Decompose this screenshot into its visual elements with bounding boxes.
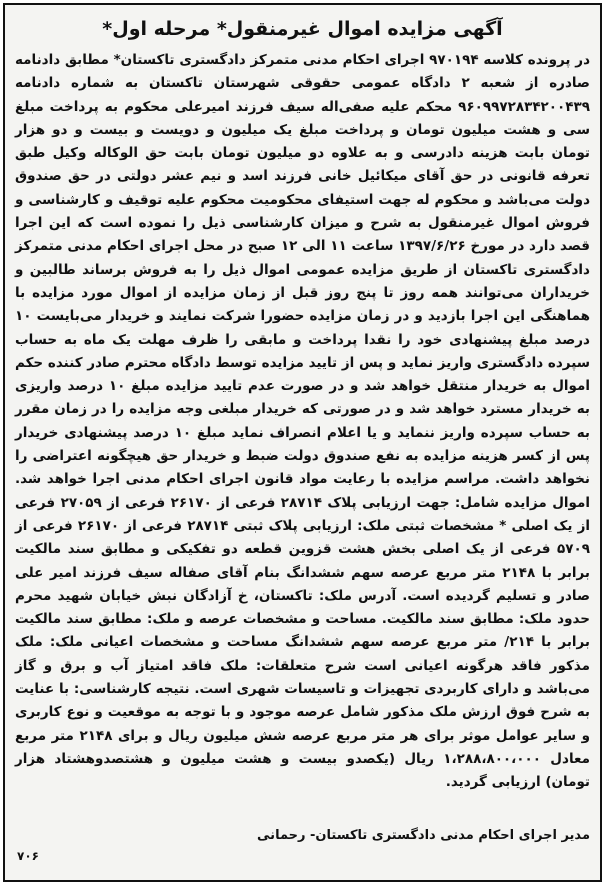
notice-signature: مدیر اجرای احکام مدنی دادگستری تاکستان- رحمانی <box>257 828 590 843</box>
notice-code: ۷۰۶ <box>17 849 39 863</box>
auction-notice <box>3 3 602 882</box>
notice-body: در پرونده کلاسه ۹۷۰۱۹۴ اجرای احکام مدنی متمرکز دادگستری تاکستان* مطابق دادنامه صادره از شعبه ۲ دادگاه عمومی حقوقی شهرستان تاکستان به شماره دادنامه ۹۶۰۹۹۷۲۸۳۴۲۰۰۴۳۹ محکم علیه صفی‌اله سیف فرزند امیرعلی محکوم به پرداخت مبلغ سی و هشت میلیون تومان و پرداخت مبلغ یک میلیون و دویست و بیست و دو هزار تومان بابت هزینه دادرسی و به علاوه دو میلیون تومان بابت حق الوکاله وکیل طبق تعرفه قانونی در حق آقای میکائیل خانی فرزند اسد و نیم عشر دولتی در حق صندوق دولت می‌باشد و محکوم له جهت استیفای محکومیت محکوم علیه توقیف و کارشناسی و فروش اموال غیرمنقول به شرح و میزان کارشناسی ذیل را نموده است که این اجرا قصد دارد در مورخ ۱۳۹۷/۶/۲۶ ساعت ۱۱ الی ۱۲ صبح در محل اجرای احکام مدنی متمرکز دادگستری تاکستان از طریق مزایده عمومی اموال ذیل را به فروش برساند طالبین و خریداران می‌توانند همه روز تا پنج روز قبل از زمان مزایده از اموال مورد مزایده با هماهنگی این اجرا بازدید و در زمان مزایده حضورا شرکت نمایند و خریدار می‌بایست ۱۰ درصد مبلغ پیشنهادی خود را نقدا پرداخت و مابقی را ظرف مهلت یک ماه به حساب سپرده دادگستری واریز نماید و پس از تایید مزایده توسط دادگاه محترم صادر کننده حکم اموال به خریدار منتقل خواهد شد و در صورت عدم تایید مزایده مبلغ ۱۰ درصد واریزی به خریدار مسترد خواهد شد و در صورتی که خریدار مبلغی وجه مزایده را در زمان مقرر به حساب سپرده واریز ننماید و یا اعلام انصراف نماید مبلغ ۱۰ درصد پیشنهادی خریدار پس از کسر هزینه مزایده به نفع صندوق دولت ضبط و خریدار حق هیچگونه اعتراضی را نخواهد داشت. مراسم مزایده با رعایت مواد قانون اجرای احکام مدنی اجرا خواهد شد. اموال مزایده شامل: جهت ارزیابی پلاک ۲۸۷۱۴ فرعی از ۲۶۱۷۰ فرعی از ۲۷۰۵۹ فرعی از یک اصلی * مشخصات ثبتی ملک: ارزیابی پلاک ثبتی ۲۸۷۱۴ فرعی از ۲۶۱۷۰ فرعی از ۵۷۰۹ فرعی از یک اصلی بخش هشت قزوین قطعه دو تفکیکی و مطابق سند مالکیت برابر با ۲۱۴۸ متر مربع عرصه سهم ششدانگ بنام آقای صفاله سیف فرزند امیر علی صادر و تسلیم گردیده است. آدرس ملک: تاکستان، خ آزادگان نبش خیابان شهید محرم حدود ملک: مطابق سند مالکیت. مساحت و مشخصات عرصه و ملک: مطابق سند مالکیت برابر با ۲۱۴/ متر مربع عرصه سهم ششدانگ مساحت و مشخصات اعیانی ملک: ملک مذکور فاقد هرگونه اعیانی است شرح متعلقات: ملک فاقد امتیاز آب و برق و گاز می‌باشد و دارای کاربردی تجهیزات و تاسیسات شهری است. نتیجه کارشناسی: با عنایت به شرح فوق ارزش ملک مذکور شامل عرصه موجود و با توجه به موقعیت و نوع کاربری و سایر عوامل موثر برای هر متر مربع عرصه شش میلیون ریال و برای ۲۱۴۸ متر مربع معادل ۱،۲۸۸،۸۰۰،۰۰۰ ریال (یکصدو بیست و هشت میلیون و هشتصدوهشتاد هزار تومان) ارزیابی گردید. <box>15 52 591 791</box>
notice-title: آگهی مزایده اموال غیرمنقول* مرحله اول* <box>102 18 503 40</box>
